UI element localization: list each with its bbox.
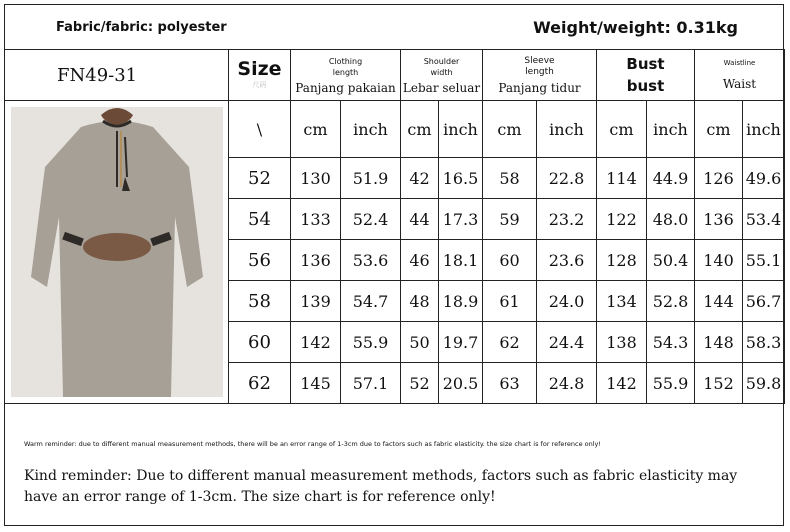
value-cell: 58.3 [743, 322, 785, 363]
value-cell: 18.1 [439, 240, 483, 281]
value-cell: 46 [401, 240, 439, 281]
value-cell: 61 [483, 281, 537, 322]
value-cell: 140 [695, 240, 743, 281]
unit-inch: inch [439, 101, 483, 158]
value-cell: 128 [597, 240, 647, 281]
value-cell: 24.4 [537, 322, 597, 363]
value-cell: 51.9 [341, 158, 401, 199]
size-header [229, 50, 291, 101]
value-cell: 63 [483, 363, 537, 404]
col-en-label: Waistline [723, 59, 756, 67]
value-cell: 52.8 [647, 281, 695, 322]
size-header-label: Size [237, 58, 282, 80]
header-row [5, 50, 785, 101]
col-ms-label: Waist [722, 77, 757, 91]
unit-cm: cm [401, 101, 439, 158]
value-cell: 48.0 [647, 199, 695, 240]
value-cell: 142 [291, 322, 341, 363]
value-cell: 23.6 [537, 240, 597, 281]
weight-label: Weight/weight: 0.31kg [533, 18, 738, 37]
unit-inch: inch [537, 101, 597, 158]
size-unit-cell: \ [229, 101, 291, 158]
product-photo [11, 107, 223, 397]
value-cell: 48 [401, 281, 439, 322]
value-cell: 122 [597, 199, 647, 240]
col-en-label: Sleeve length [524, 55, 555, 77]
value-cell: 130 [291, 158, 341, 199]
size-cell: 62 [229, 363, 291, 404]
value-cell: 136 [291, 240, 341, 281]
size-cell: 60 [229, 322, 291, 363]
value-cell: 44 [401, 199, 439, 240]
value-cell: 52.4 [341, 199, 401, 240]
value-cell: 58 [483, 158, 537, 199]
col-ms-label: bust [626, 77, 665, 95]
col-en-label: Shoulder width [423, 56, 460, 77]
value-cell: 54.7 [341, 281, 401, 322]
unit-cm: cm [291, 101, 341, 158]
value-cell: 55.9 [647, 363, 695, 404]
value-cell: 19.7 [439, 322, 483, 363]
value-cell: 138 [597, 322, 647, 363]
value-cell: 57.1 [341, 363, 401, 404]
col-bust [597, 50, 695, 101]
col-ms-label: Panjang pakaian [295, 80, 396, 95]
col-shoulder-width [401, 50, 483, 101]
value-cell: 142 [597, 363, 647, 404]
model-code: FN49-31 [5, 50, 229, 101]
value-cell: 55.1 [743, 240, 785, 281]
col-en-label: Bust [626, 55, 665, 73]
kind-reminder: Kind reminder: Due to different manual measurement methods, factors such as fabric elasticity may have an error range of 1-3cm. The size chart is for reference only! [24, 468, 738, 505]
value-cell: 16.5 [439, 158, 483, 199]
value-cell: 60 [483, 240, 537, 281]
product-photo-cell [5, 101, 229, 404]
value-cell: 54.3 [647, 322, 695, 363]
col-waistline [695, 50, 785, 101]
value-cell: 126 [695, 158, 743, 199]
unit-inch: inch [647, 101, 695, 158]
size-cell: 52 [229, 158, 291, 199]
size-cell: 58 [229, 281, 291, 322]
col-ms-label: Lebar seluar [402, 80, 481, 95]
header-bar [4, 4, 784, 50]
unit-cm: cm [483, 101, 537, 158]
value-cell: 22.8 [537, 158, 597, 199]
warm-reminder: Warm reminder: due to different manual measurement methods, there will be an error range of 1-3cm due to factors such as fabric elasticity. the size chart is for reference only! [24, 440, 602, 448]
unit-inch: inch [743, 101, 785, 158]
unit-cm: cm [597, 101, 647, 158]
col-ms-label: Panjang tidur [498, 80, 581, 95]
value-cell: 20.5 [439, 363, 483, 404]
value-cell: 18.9 [439, 281, 483, 322]
unit-cm: cm [695, 101, 743, 158]
value-cell: 139 [291, 281, 341, 322]
size-header-sub: 尺码 [252, 81, 267, 89]
value-cell: 42 [401, 158, 439, 199]
value-cell: 56.7 [743, 281, 785, 322]
value-cell: 59.8 [743, 363, 785, 404]
value-cell: 50.4 [647, 240, 695, 281]
value-cell: 148 [695, 322, 743, 363]
value-cell: 59 [483, 199, 537, 240]
col-sleeve-length [483, 50, 597, 101]
size-table [4, 49, 785, 404]
value-cell: 62 [483, 322, 537, 363]
value-cell: 24.0 [537, 281, 597, 322]
value-cell: 17.3 [439, 199, 483, 240]
value-cell: 145 [291, 363, 341, 404]
value-cell: 24.8 [537, 363, 597, 404]
fabric-label: Fabric/fabric: polyester [56, 20, 227, 35]
value-cell: 23.2 [537, 199, 597, 240]
value-cell: 50 [401, 322, 439, 363]
value-cell: 136 [695, 199, 743, 240]
value-cell: 144 [695, 281, 743, 322]
value-cell: 44.9 [647, 158, 695, 199]
value-cell: 53.4 [743, 199, 785, 240]
units-row [5, 101, 785, 158]
col-clothing-length [291, 50, 401, 101]
value-cell: 52 [401, 363, 439, 404]
value-cell: 49.6 [743, 158, 785, 199]
size-cell: 54 [229, 199, 291, 240]
size-cell: 56 [229, 240, 291, 281]
value-cell: 134 [597, 281, 647, 322]
unit-inch: inch [341, 101, 401, 158]
value-cell: 55.9 [341, 322, 401, 363]
value-cell: 114 [597, 158, 647, 199]
value-cell: 53.6 [341, 240, 401, 281]
col-en-label: Clothing length [328, 56, 363, 77]
value-cell: 133 [291, 199, 341, 240]
value-cell: 152 [695, 363, 743, 404]
